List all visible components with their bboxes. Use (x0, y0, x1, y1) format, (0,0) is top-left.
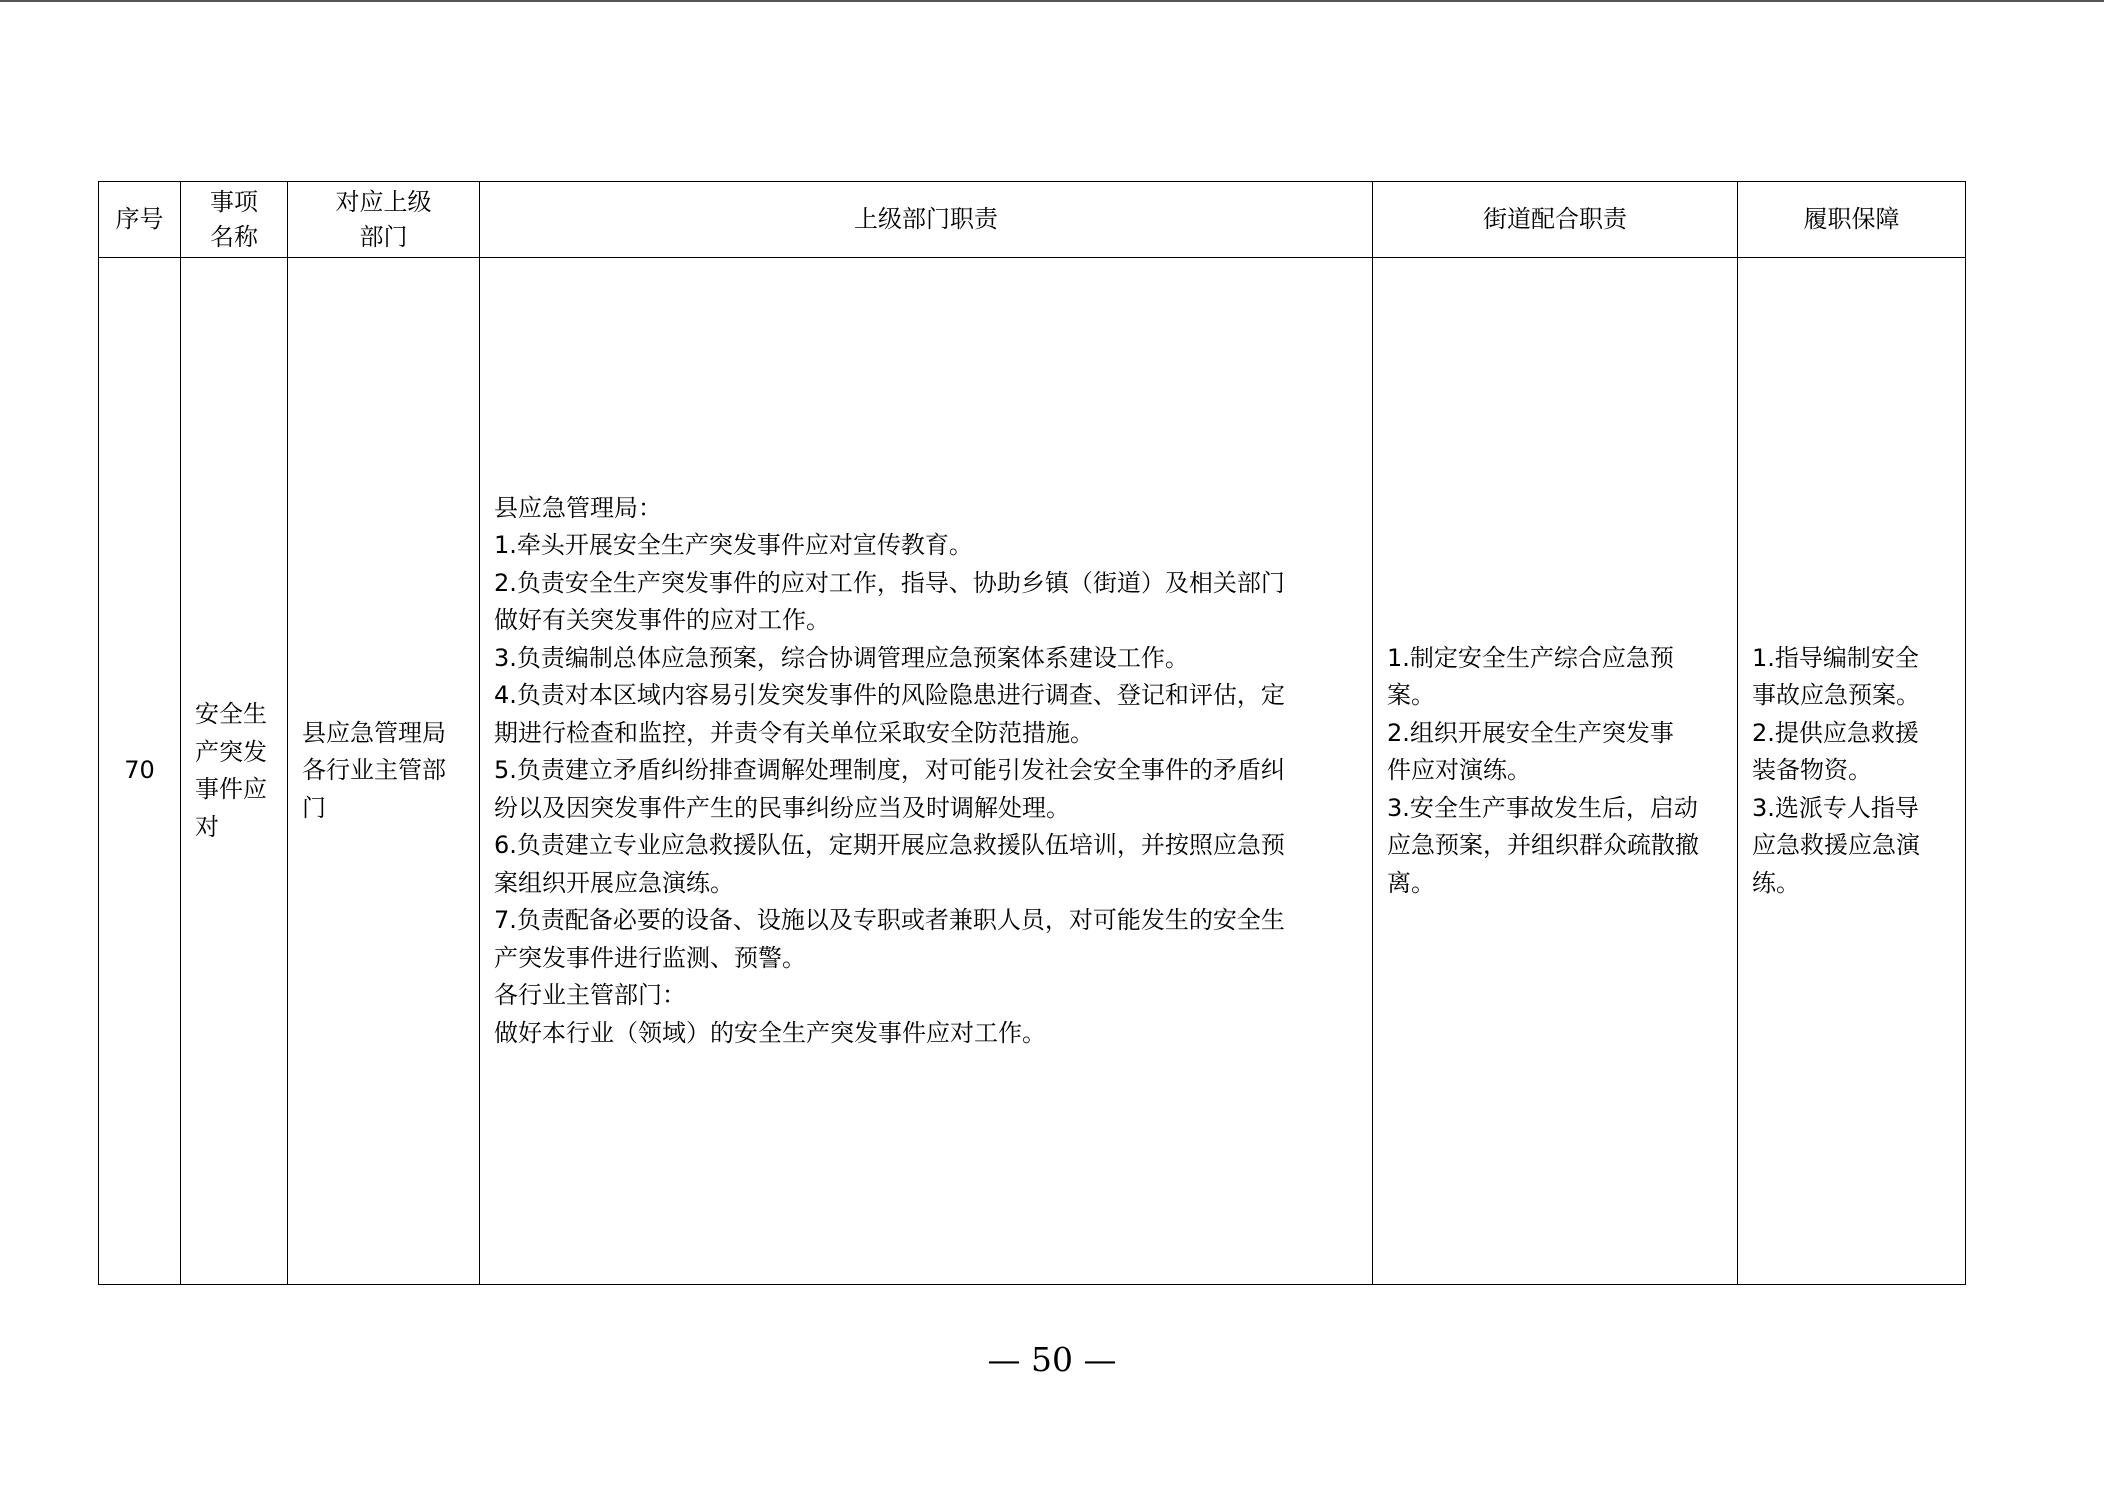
table-row (99, 258, 1966, 1285)
header-serial-number: 序号 (99, 182, 181, 258)
cell-performance-guarantee: 1.指导编制安全 事故应急预案。 2.提供应急救援 装备物资。 3.选派专人指导 应急救援应急演 练。 (1738, 258, 1966, 1285)
page-number: — 50 — (987, 1340, 1117, 1379)
cell-street-cooperation: 1.制定安全生产综合应急预 案。 2.组织开展安全生产突发事 件应对演练。 3.安全生产事故发生后，启动 应急预案，并组织群众疏散撤 离。 (1373, 258, 1738, 1285)
cell-superior-duty: 县应急管理局： 1.牵头开展安全生产突发事件应对宣传教育。 2.负责安全生产突发事件的应对工作，指导、协助乡镇（街道）及相关部门 做好有关突发事件的应对工作。 3.负责编制总体应急预案，综合协调管理应急预案体系建设工作。 4.负责对本区域内容易引发突发事件的风险隐患进行调查、登记和评估，定 期进行检查和监控，并责令有关单位采取安全防范措施。 5.负责建立矛盾纠纷排查调解处理制度，对可能引发社会安全事件的矛盾纠 纷以及因突发事件产生的民事纠纷应当及时调解处理。 6.负责建立专业应急救援队伍，定期开展应急救援队伍培训，并按照应急预 案组织开展应急演练。 7.负责配备必要的设备、设施以及专职或者兼职人员，对可能发生的安全生 产突发事件进行监测、预警。 各行业主管部门： 做好本行业（领域）的安全生产突发事件应对工作。 (480, 258, 1373, 1285)
header-superior-department: 对应上级 部门 (288, 182, 480, 258)
cell-item-name: 安全生 产突发 事件应 对 (181, 258, 288, 1285)
header-performance-guarantee: 履职保障 (1738, 182, 1966, 258)
responsibility-table (98, 181, 1966, 1285)
top-border-line (0, 0, 2104, 2)
header-superior-duty: 上级部门职责 (480, 182, 1373, 258)
cell-superior-department: 县应急管理局 各行业主管部 门 (288, 258, 480, 1285)
header-item-name: 事项 名称 (181, 182, 288, 258)
table-header-row (99, 182, 1966, 258)
cell-serial-number: 70 (99, 258, 181, 1285)
header-street-cooperation: 街道配合职责 (1373, 182, 1738, 258)
